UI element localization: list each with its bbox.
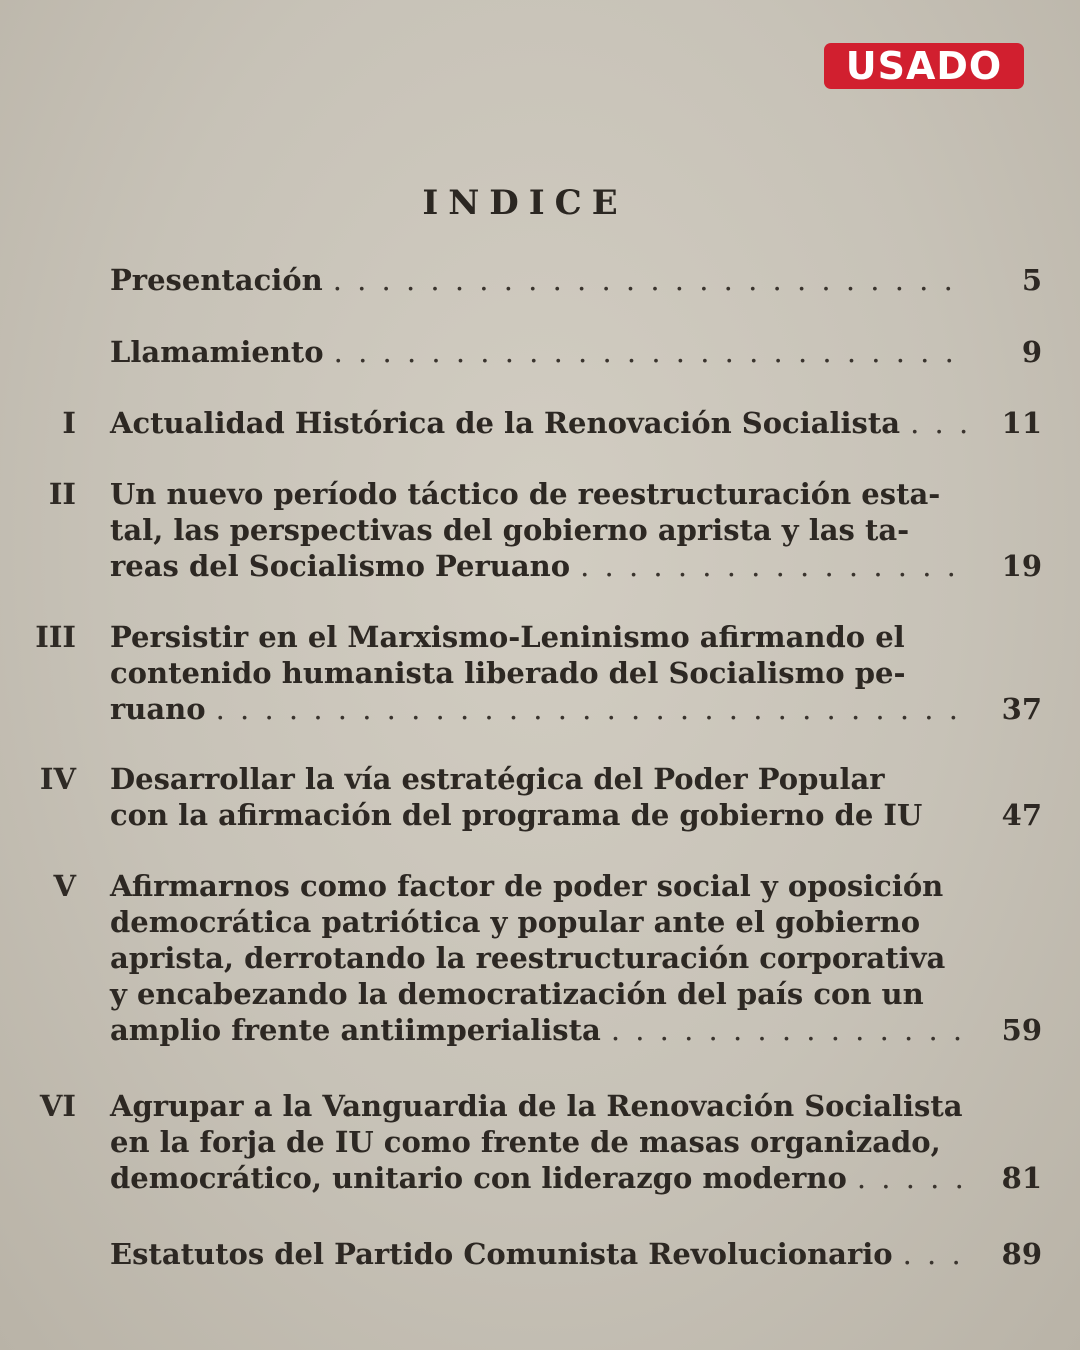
toc-page-number: 5	[1021, 263, 1042, 297]
dot-leader	[611, 1012, 968, 1048]
toc-chapter-number: V	[53, 869, 76, 903]
toc-entry-text	[110, 868, 968, 1048]
toc-line: democrático, unitario con liderazgo moderno	[110, 1161, 847, 1195]
toc-line: contenido humanista liberado del Socialismo pe-	[110, 656, 906, 690]
toc-entry-text	[110, 334, 968, 370]
toc-entry-text	[110, 476, 968, 584]
dot-leader	[857, 1160, 968, 1196]
dot-leader	[903, 1236, 968, 1272]
toc-page-number: 19	[1001, 549, 1042, 583]
toc-line: Un nuevo período táctico de reestructuración esta-	[110, 477, 941, 511]
toc-chapter-number: I	[62, 406, 76, 440]
dot-leader	[334, 334, 968, 370]
toc-line: Llamamiento	[110, 335, 324, 369]
toc-line: Afirmarnos como factor de poder social y oposición	[110, 869, 944, 903]
toc-entry-text	[110, 405, 968, 441]
toc-chapter-number: III	[35, 620, 76, 654]
dot-leader	[333, 262, 968, 298]
toc-line: Actualidad Histórica de la Renovación Socialista	[110, 406, 901, 440]
toc-entry-text	[110, 1088, 968, 1196]
used-badge: USADO	[824, 43, 1024, 89]
toc-line: Estatutos del Partido Comunista Revolucionario	[110, 1237, 893, 1271]
index-title: INDICE	[422, 183, 628, 223]
toc-line: reas del Socialismo Peruano	[110, 549, 571, 583]
toc-page-number: 59	[1001, 1013, 1042, 1047]
toc-line: amplio frente antiimperialista	[110, 1013, 601, 1047]
toc-page-number: 9	[1021, 335, 1042, 369]
toc-line: Desarrollar la vía estratégica del Poder Popular	[110, 762, 885, 796]
dot-leader	[580, 548, 968, 584]
toc-page-number: 89	[1001, 1237, 1042, 1271]
toc-line: en la forja de IU como frente de masas organizado,	[110, 1125, 941, 1159]
toc-line: con la afirmación del programa de gobierno de IU	[110, 798, 923, 832]
toc-line: Persistir en el Marxismo-Leninismo afirmando el	[110, 620, 905, 654]
toc-page-number: 37	[1001, 692, 1042, 726]
toc-line: Agrupar a la Vanguardia de la Renovación Socialista	[110, 1089, 963, 1123]
toc-page-number: 47	[1001, 798, 1042, 832]
toc-page-number: 11	[1001, 406, 1042, 440]
toc-page-number: 81	[1001, 1161, 1042, 1195]
toc-line: tal, las perspectivas del gobierno aprista y las ta-	[110, 513, 910, 547]
toc-line: Presentación	[110, 263, 323, 297]
toc-line: y encabezando la democratización del país con un	[110, 977, 924, 1011]
toc-chapter-number: IV	[39, 762, 76, 796]
toc-chapter-number: VI	[39, 1089, 76, 1123]
toc-line: aprista, derrotando la reestructuración corporativa	[110, 941, 946, 975]
toc-entry-text	[110, 262, 968, 298]
dot-leader	[910, 405, 968, 441]
dot-leader	[216, 691, 968, 727]
toc-entry-text	[110, 1236, 968, 1272]
toc-chapter-number: II	[48, 477, 76, 511]
toc-entry-text	[110, 761, 968, 833]
toc-entry-text	[110, 619, 968, 727]
toc-line: democrática patriótica y popular ante el gobierno	[110, 905, 921, 939]
toc-line: ruano	[110, 692, 206, 726]
